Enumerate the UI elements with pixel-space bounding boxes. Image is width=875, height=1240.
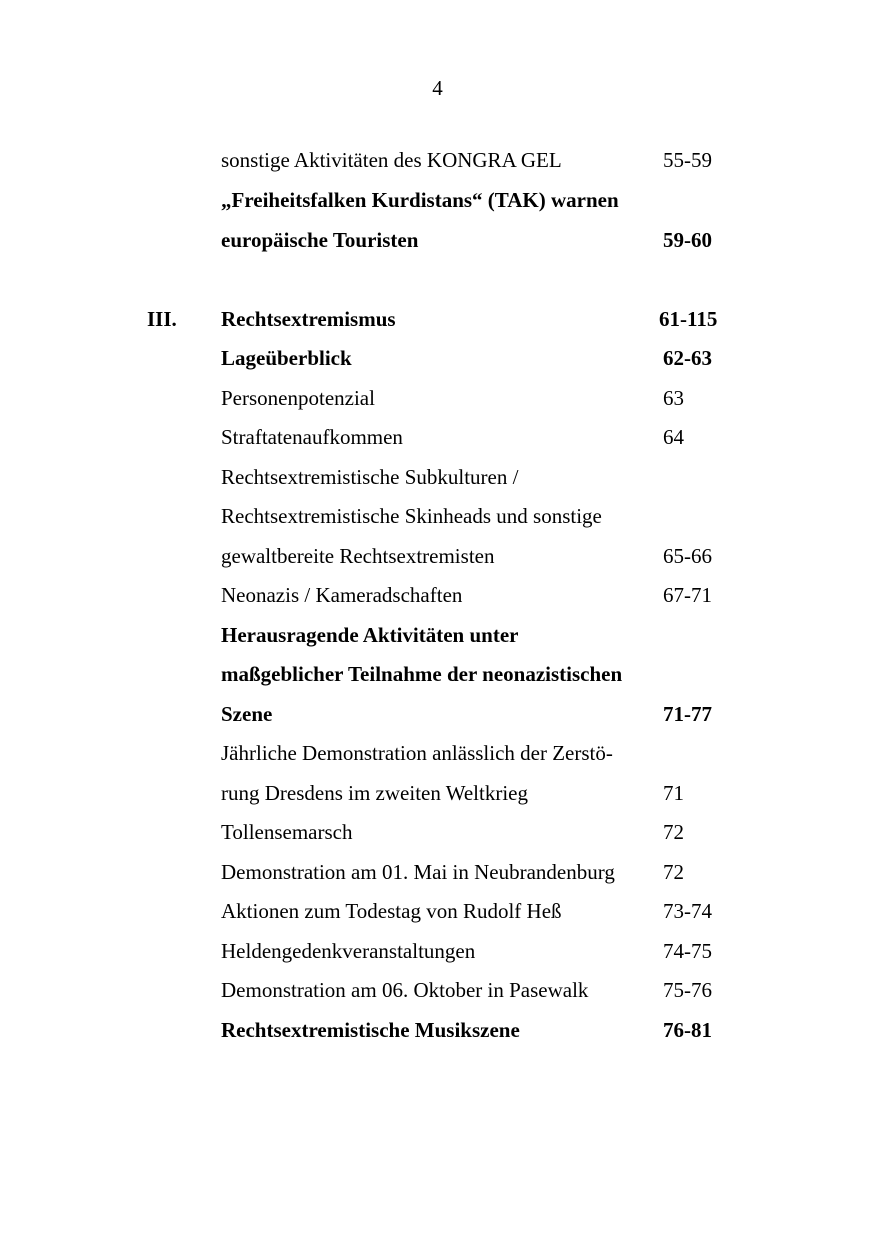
toc-entry-title: Rechtsextremistische Musikszene [221,1018,520,1042]
toc-entry-title: Demonstration am 01. Mai in Neubrandenburg [221,860,615,884]
toc-entry [0,145,875,175]
toc-entry-title: Personenpotenzial [221,386,375,410]
toc-entry [0,422,875,452]
toc-entry-pages: 71-77 [663,702,712,726]
toc-entry [0,541,875,571]
toc-entry [0,501,875,531]
toc-entry [0,383,875,413]
toc-entry-pages: 73-74 [663,899,712,923]
toc-entry [0,699,875,729]
toc-entry-pages: 55-59 [663,148,712,172]
chapter-number: III. [147,307,177,331]
toc-entry [0,185,875,215]
toc-entry-pages: 63 [663,386,684,410]
toc-chapter [0,304,875,334]
toc-entry [0,857,875,887]
toc-entry-title: Lageüberblick [221,346,352,370]
toc-entry [0,896,875,926]
toc-entry [0,620,875,650]
toc-entry-pages: 61-115 [659,307,718,331]
toc-entry-title: Aktionen zum Todestag von Rudolf Heß [221,899,562,923]
toc-entry [0,225,875,255]
toc-entry-pages: 75-76 [663,978,712,1002]
toc-entry-title: Tollensemarsch [221,820,353,844]
toc-entry-pages: 64 [663,425,684,449]
toc-entry-title: Jährliche Demonstration anlässlich der Zerstö- [221,741,613,765]
toc-entry-pages: 72 [663,860,684,884]
toc-entry-title: sonstige Aktivitäten des KONGRA GEL [221,148,562,172]
toc-entry-pages: 67-71 [663,583,712,607]
toc-entry-title: Herausragende Aktivitäten unter [221,623,519,647]
toc-entry [0,936,875,966]
toc-entry [0,817,875,847]
toc-entry-pages: 76-81 [663,1018,712,1042]
toc-entry [0,778,875,808]
toc-entry [0,343,875,373]
toc-entry-title: Neonazis / Kameradschaften [221,583,463,607]
toc-entry-pages: 62-63 [663,346,712,370]
toc-entry [0,738,875,768]
toc-entry-pages: 59-60 [663,228,712,252]
toc-entry-title: Straftatenaufkommen [221,425,403,449]
toc-entry-title: maßgeblicher Teilnahme der neonazistischen [221,662,623,686]
toc-entry-title: gewaltbereite Rechtsextremisten [221,544,495,568]
toc-entry-title: Rechtsextremistische Subkulturen / [221,465,519,489]
toc-entry-title: „Freiheitsfalken Kurdistans“ (TAK) warnen [221,188,619,212]
toc-entry-title: rung Dresdens im zweiten Weltkrieg [221,781,529,805]
toc-entry-title: Rechtsextremistische Skinheads und sonstige [221,504,602,528]
toc-entry-title: Heldengedenkveranstaltungen [221,939,476,963]
toc-entry-title: Demonstration am 06. Oktober in Pasewalk [221,978,589,1002]
toc-entry-title: Rechtsextremismus [221,307,396,331]
toc-entry-title: Szene [221,702,273,726]
toc-entry [0,462,875,492]
toc-entry [0,580,875,610]
toc-entry-title: europäische Touristen [221,228,419,252]
toc-entry-pages: 72 [663,820,684,844]
toc-entry-pages: 71 [663,781,684,805]
toc-entry-pages: 65-66 [663,544,712,568]
page-number: 4 [432,76,443,100]
toc-entry [0,1015,875,1045]
toc-entry-pages: 74-75 [663,939,712,963]
toc-entry [0,659,875,689]
toc-entry [0,975,875,1005]
